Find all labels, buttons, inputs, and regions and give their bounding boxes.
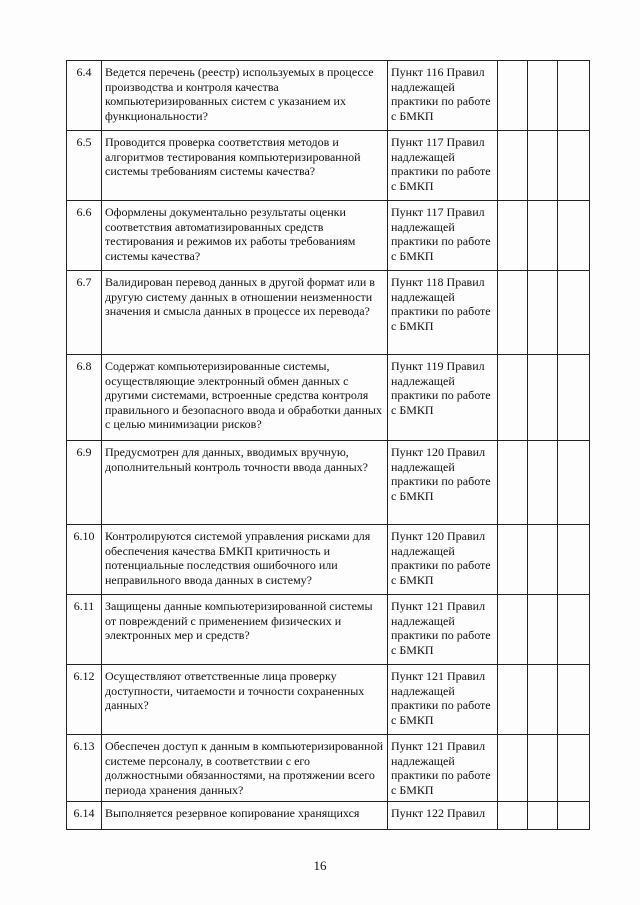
question-text: Проводится проверка соответствия методов и алгоритмов тестирования компьютеризированной системы требованиям системы качества? <box>102 131 388 201</box>
item-number: 6.9 <box>67 441 102 525</box>
item-number: 6.14 <box>67 802 102 830</box>
item-number: 6.6 <box>67 201 102 271</box>
note-cell <box>558 595 590 665</box>
answer-yes-cell <box>498 665 528 735</box>
answer-no-cell <box>528 735 558 802</box>
table-row <box>67 441 590 525</box>
answer-no-cell <box>528 271 558 355</box>
answer-no-cell <box>528 441 558 525</box>
question-text: Валидирован перевод данных в другой формат или в другую систему данных в отношении неизменности значения и смысла данных в процессе их перевода? <box>102 271 388 355</box>
question-text: Оформлены документально результаты оценки соответствия автоматизированных средств тестирования и режимов их работы требованиям системы качества? <box>102 201 388 271</box>
answer-no-cell <box>528 61 558 131</box>
answer-yes-cell <box>498 355 528 441</box>
table-row <box>67 595 590 665</box>
question-text: Содержат компьютеризированные системы, осуществляющие электронный обмен данных с другими системами, встроенные средства контроля правильного и безопасного ввода и обработки данных с целью минимизации рисков? <box>102 355 388 441</box>
answer-no-cell <box>528 131 558 201</box>
item-number: 6.12 <box>67 665 102 735</box>
answer-no-cell <box>528 665 558 735</box>
note-cell <box>558 201 590 271</box>
item-number: 6.5 <box>67 131 102 201</box>
table-row <box>67 525 590 595</box>
answer-yes-cell <box>498 61 528 131</box>
page-number: 16 <box>313 858 327 873</box>
note-cell <box>558 735 590 802</box>
checklist-body <box>67 61 590 830</box>
note-cell <box>558 61 590 131</box>
regulation-reference: Пункт 117 Правил надлежащей практики по работе с БМКП <box>388 131 498 201</box>
checklist-table <box>66 60 590 830</box>
table-row <box>67 735 590 802</box>
question-text: Ведется перечень (реестр) используемых в процессе производства и контроля качества компьютеризированных систем с указанием их функциональности? <box>102 61 388 131</box>
answer-no-cell <box>528 201 558 271</box>
answer-yes-cell <box>498 802 528 830</box>
item-number: 6.10 <box>67 525 102 595</box>
regulation-reference: Пункт 122 Правил <box>388 802 498 830</box>
answer-yes-cell <box>498 441 528 525</box>
item-number: 6.4 <box>67 61 102 131</box>
regulation-reference: Пункт 118 Правил надлежащей практики по работе с БМКП <box>388 271 498 355</box>
question-text: Контролируются системой управления рисками для обеспечения качества БМКП критичность и потенциальные последствия ошибочного или неправильного ввода данных в систему? <box>102 525 388 595</box>
regulation-reference: Пункт 121 Правил надлежащей практики по работе с БМКП <box>388 595 498 665</box>
regulation-reference: Пункт 121 Правил надлежащей практики по работе с БМКП <box>388 665 498 735</box>
note-cell <box>558 355 590 441</box>
answer-no-cell <box>528 525 558 595</box>
regulation-reference: Пункт 117 Правил надлежащей практики по работе с БМКП <box>388 201 498 271</box>
answer-no-cell <box>528 802 558 830</box>
item-number: 6.11 <box>67 595 102 665</box>
answer-yes-cell <box>498 525 528 595</box>
answer-yes-cell <box>498 271 528 355</box>
answer-no-cell <box>528 595 558 665</box>
note-cell <box>558 665 590 735</box>
question-text: Выполняется резервное копирование хранящихся <box>102 802 388 830</box>
table-row <box>67 355 590 441</box>
answer-yes-cell <box>498 735 528 802</box>
item-number: 6.8 <box>67 355 102 441</box>
regulation-reference: Пункт 120 Правил надлежащей практики по работе с БМКП <box>388 525 498 595</box>
note-cell <box>558 131 590 201</box>
answer-yes-cell <box>498 595 528 665</box>
table-row <box>67 802 590 830</box>
regulation-reference: Пункт 116 Правил надлежащей практики по работе с БМКП <box>388 61 498 131</box>
item-number: 6.7 <box>67 271 102 355</box>
regulation-reference: Пункт 120 Правил надлежащей практики по работе с БМКП <box>388 441 498 525</box>
table-row <box>67 201 590 271</box>
table-row <box>67 61 590 131</box>
note-cell <box>558 802 590 830</box>
note-cell <box>558 441 590 525</box>
table-row <box>67 665 590 735</box>
question-text: Защищены данные компьютеризированной системы от повреждений с применением физических и электронных мер и средств? <box>102 595 388 665</box>
regulation-reference: Пункт 121 Правил надлежащей практики по работе с БМКП <box>388 735 498 802</box>
question-text: Обеспечен доступ к данным в компьютеризированной системе персоналу, в соответствии с его должностными обязанностями, на протяжении всего периода хранения данных? <box>102 735 388 802</box>
answer-no-cell <box>528 355 558 441</box>
answer-yes-cell <box>498 131 528 201</box>
item-number: 6.13 <box>67 735 102 802</box>
table-row <box>67 271 590 355</box>
regulation-reference: Пункт 119 Правил надлежащей практики по работе с БМКП <box>388 355 498 441</box>
note-cell <box>558 525 590 595</box>
answer-yes-cell <box>498 201 528 271</box>
question-text: Предусмотрен для данных, вводимых вручную, дополнительный контроль точности ввода данных? <box>102 441 388 525</box>
table-row <box>67 131 590 201</box>
note-cell <box>558 271 590 355</box>
question-text: Осуществляют ответственные лица проверку доступности, читаемости и точности сохраненных данных? <box>102 665 388 735</box>
